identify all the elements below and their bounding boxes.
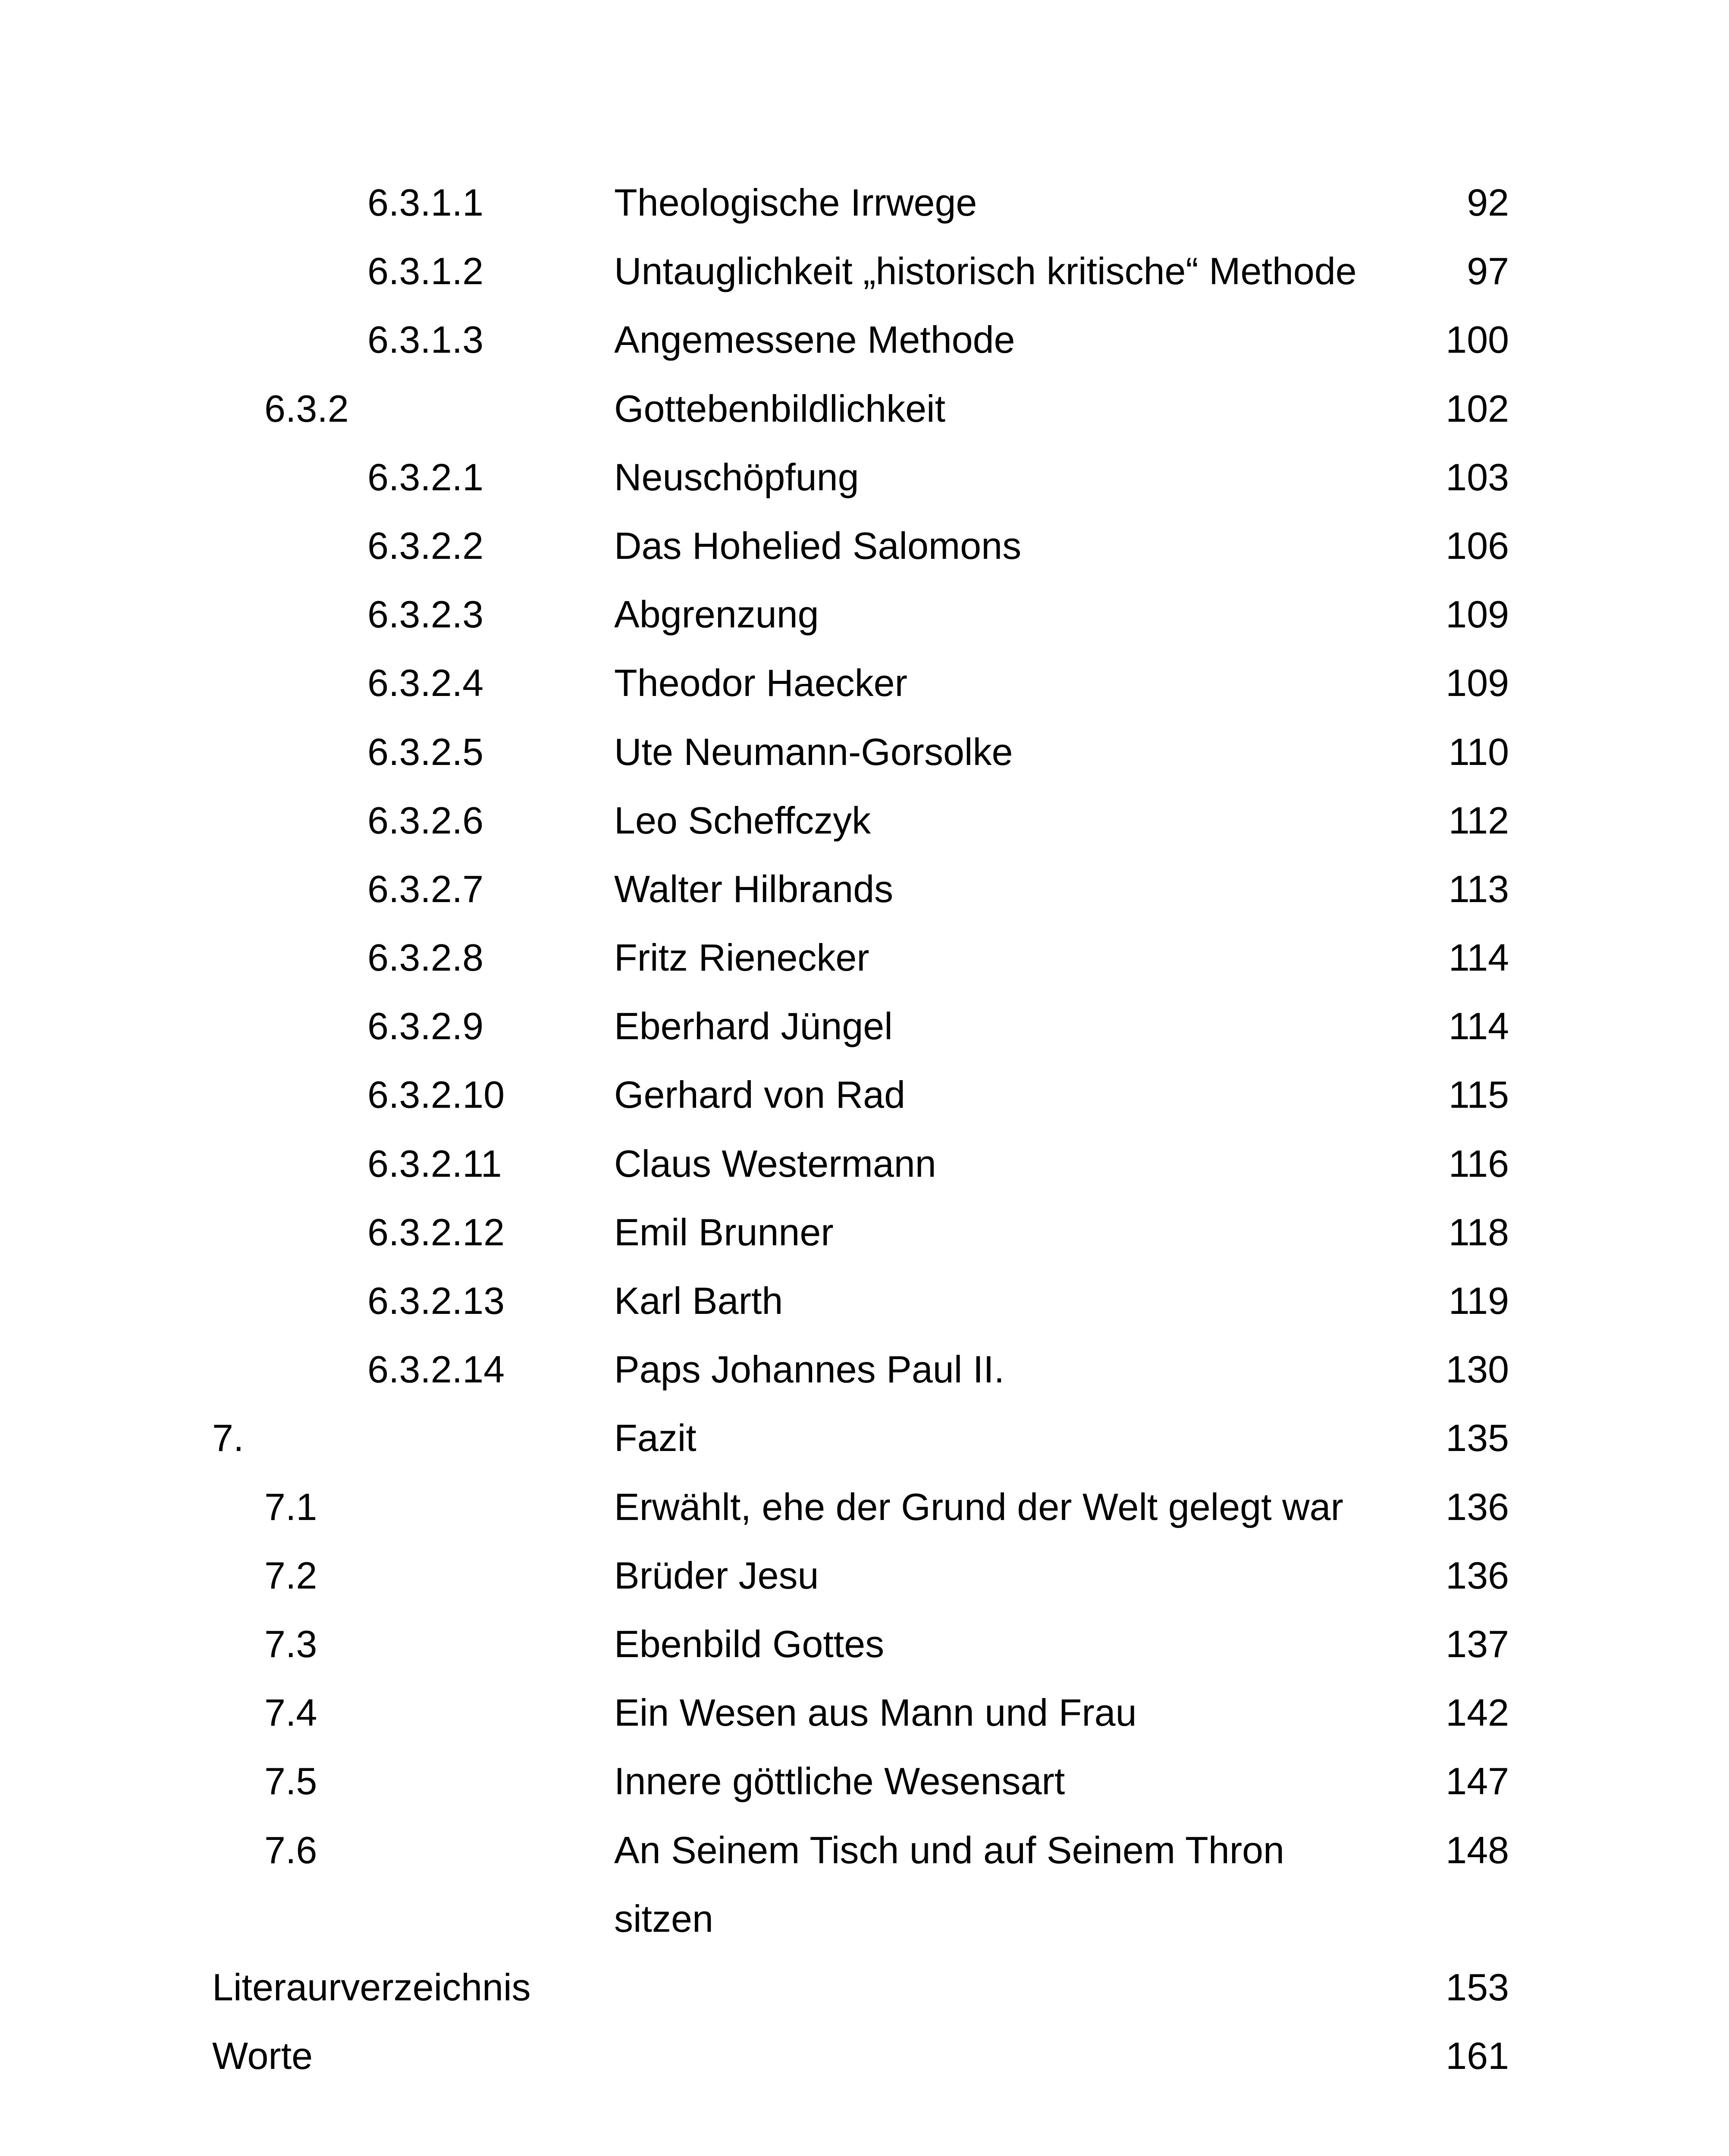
toc-entry-title: An Seinem Tisch und auf Seinem Thron [614, 1828, 1284, 1871]
toc-entry-number: 6.3.2.14 [367, 1348, 505, 1391]
toc-entry [0, 1678, 1729, 1747]
toc-entry-title: Fazit [614, 1416, 697, 1460]
toc-entry-page-number: 153 [1446, 1965, 1509, 2009]
toc-entry [0, 786, 1729, 855]
toc-entry-number: 6.3.2.11 [367, 1142, 502, 1185]
toc-entry-title: Angemessene Methode [614, 318, 1015, 361]
toc-entry-page-number: 147 [1446, 1760, 1509, 1803]
toc-entry-number: 6.3.2.8 [367, 936, 484, 979]
toc-entry-page-number: 103 [1446, 455, 1509, 498]
toc-entry-page-number: 119 [1448, 1279, 1509, 1322]
toc-entry-title: Ute Neumann-Gorsolke [614, 730, 1013, 773]
toc-entry-title: Ebenbild Gottes [614, 1622, 885, 1665]
toc-entry-page-number: 135 [1446, 1416, 1509, 1460]
toc-entry [0, 1404, 1729, 1472]
toc-entry-page-number: 114 [1448, 1005, 1509, 1048]
toc-entry-title: Eberhard Jüngel [614, 1005, 893, 1048]
toc-entry-number: 7.2 [264, 1554, 317, 1597]
toc-entry-title: Neuschöpfung [614, 455, 859, 498]
toc-entry [0, 649, 1729, 717]
toc-entry-number: 6.3.1.1 [367, 181, 484, 224]
toc-entry-page-number: 114 [1448, 936, 1509, 979]
toc-entry-page-number: 116 [1448, 1142, 1509, 1185]
toc-entry [0, 168, 1729, 237]
toc-entry [0, 1610, 1729, 1678]
toc-entry-page-number: 109 [1446, 661, 1509, 705]
toc-entry [0, 443, 1729, 511]
toc-entry-number: 6.3.2.6 [367, 799, 484, 842]
toc-entry-number: 6.3.2 [264, 387, 349, 430]
toc-entry-page-number: 102 [1446, 387, 1509, 430]
toc-entry-number: 6.3.2.3 [367, 593, 484, 636]
toc-entry [0, 1541, 1729, 1610]
toc-entry-title: Innere göttliche Wesensart [614, 1760, 1065, 1803]
toc-entry [0, 2021, 1729, 2090]
toc-entry-title: Walter Hilbrands [614, 867, 894, 910]
toc-entry-number: 6.3.2.5 [367, 730, 484, 773]
toc-entry-page-number: 130 [1446, 1348, 1509, 1391]
toc-entry-title: Fritz Rienecker [614, 936, 869, 979]
toc-entry-title: Gottebenbildlichkeit [614, 387, 946, 430]
toc-entry-page-number: 115 [1448, 1073, 1509, 1116]
toc-entry-number: 7.1 [264, 1485, 317, 1528]
toc-entry-title: Emil Brunner [614, 1210, 834, 1253]
toc-entry-page-number: 118 [1448, 1210, 1509, 1253]
toc-entry-number: 6.3.2.1 [367, 455, 484, 498]
toc-entry-page-number: 106 [1446, 524, 1509, 567]
toc-entry [0, 1473, 1729, 1541]
toc-entry-page-number: 112 [1448, 799, 1509, 842]
toc-entry-page-number: 109 [1446, 593, 1509, 636]
toc-entry [0, 992, 1729, 1060]
toc-entry [0, 1266, 1729, 1335]
toc-entry-page-number: 136 [1446, 1485, 1509, 1528]
toc-entry [0, 1816, 1729, 1953]
toc-entry [0, 305, 1729, 374]
toc-entry [0, 1747, 1729, 1815]
toc-entry [0, 580, 1729, 649]
toc-entry-title: Ein Wesen aus Mann und Frau [614, 1691, 1137, 1734]
toc-entry [0, 718, 1729, 786]
toc-entry-title-continuation: sitzen [614, 1897, 713, 1940]
toc-entry-page-number: 92 [1467, 181, 1509, 224]
toc-entry-number: 7.5 [264, 1760, 317, 1803]
toc-entry [0, 1953, 1729, 2021]
toc-entry [0, 511, 1729, 580]
toc-entry-number: 6.3.2.2 [367, 524, 484, 567]
toc-entry-page-number: 113 [1448, 867, 1509, 910]
toc-entry-number: 7.6 [264, 1828, 317, 1871]
toc-entry [0, 1129, 1729, 1198]
toc-entry-title: Abgrenzung [614, 593, 819, 636]
toc-entry-number: 6.3.2.13 [367, 1279, 505, 1322]
toc-entry-title: Das Hohelied Salomons [614, 524, 1022, 567]
toc-entry-title: Brüder Jesu [614, 1554, 819, 1597]
toc-entry [0, 1060, 1729, 1129]
toc-entry-page-number: 142 [1446, 1691, 1509, 1734]
toc-entry-page-number: 161 [1446, 2034, 1509, 2078]
toc-entry-number: Worte [212, 2034, 313, 2078]
toc-entry [0, 923, 1729, 992]
toc-entry-number: Literaurverzeichnis [212, 1965, 531, 2009]
toc-entry-title: Theodor Haecker [614, 661, 907, 705]
toc-entry-number: 6.3.2.4 [367, 661, 484, 705]
toc-entry-title: Leo Scheffczyk [614, 799, 871, 842]
toc-entry-number: 6.3.2.12 [367, 1210, 505, 1253]
toc-entry-number: 7. [212, 1416, 244, 1460]
toc-entry-title: Theologische Irrwege [614, 181, 977, 224]
toc-entry-number: 7.4 [264, 1691, 317, 1734]
toc-entry-page-number: 100 [1446, 318, 1509, 361]
toc-entry-number: 6.3.1.2 [367, 250, 484, 293]
toc-entry-page-number: 148 [1446, 1828, 1509, 1871]
toc-entry-number: 6.3.2.7 [367, 867, 484, 910]
toc-entry [0, 1198, 1729, 1266]
toc-entry-title: Untauglichkeit „historisch kritische“ Methode [614, 250, 1357, 293]
toc-entry-title: Erwählt, ehe der Grund der Welt gelegt war [614, 1485, 1343, 1528]
toc-entry [0, 237, 1729, 305]
toc-entry-page-number: 97 [1467, 250, 1509, 293]
toc-entry-page-number: 137 [1446, 1622, 1509, 1665]
toc-entry-title: Gerhard von Rad [614, 1073, 906, 1116]
toc-entry-page-number: 110 [1448, 730, 1509, 773]
toc-entry [0, 1335, 1729, 1404]
toc-entry-page-number: 136 [1446, 1554, 1509, 1597]
table-of-contents [0, 168, 1729, 2090]
toc-entry-title: Karl Barth [614, 1279, 783, 1322]
toc-entry [0, 374, 1729, 443]
toc-entry-number: 7.3 [264, 1622, 317, 1665]
toc-entry-title: Paps Johannes Paul II. [614, 1348, 1005, 1391]
toc-entry-title: Claus Westermann [614, 1142, 936, 1185]
toc-entry-number: 6.3.2.10 [367, 1073, 505, 1116]
toc-entry-number: 6.3.1.3 [367, 318, 484, 361]
toc-entry-number: 6.3.2.9 [367, 1005, 484, 1048]
toc-entry [0, 855, 1729, 923]
